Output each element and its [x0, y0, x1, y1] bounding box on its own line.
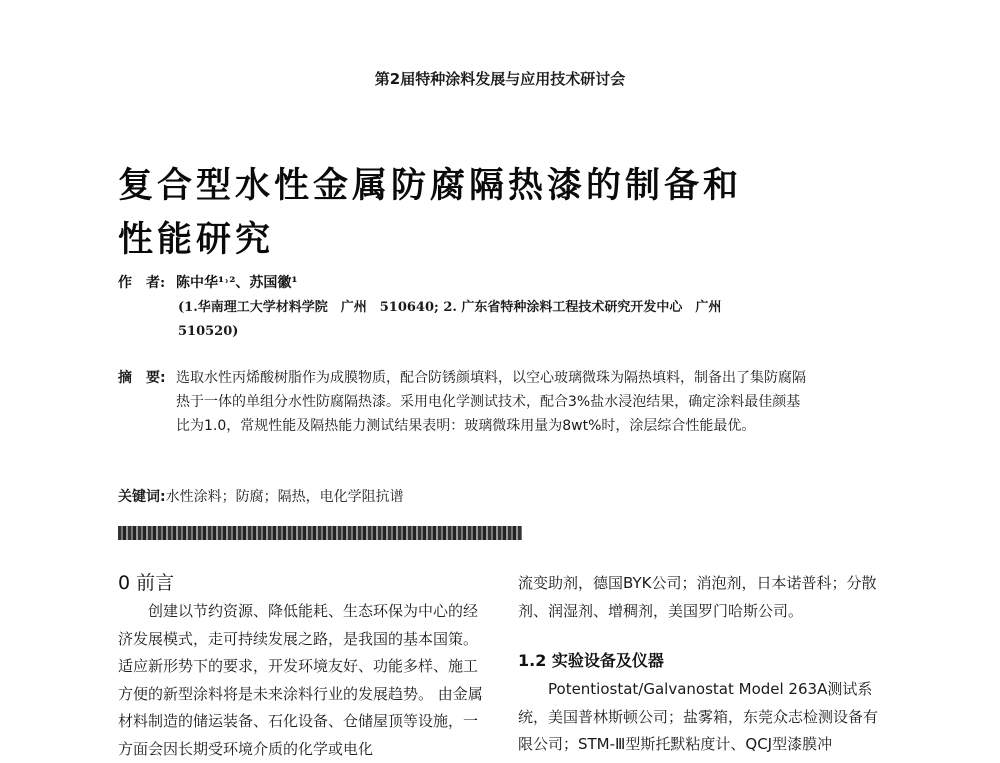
conference-header: 第2届特种涂料发展与应用技术研讨会	[374, 70, 626, 88]
keywords-label: 关键词:	[118, 489, 166, 505]
paper-title-line2: 性能研究	[118, 219, 275, 260]
section-1-2-heading: 1.2 实验设备及仪器	[518, 651, 664, 670]
authors-row	[118, 272, 298, 292]
keywords-text: 水性涂料；防腐；隔热，电化学阻抗谱	[165, 489, 404, 505]
abstract-text: 选取水性丙烯酸树脂作为成膜物质，配合防锈颜填料，以空心玻璃微珠为隔热填料，制备出了集防腐隔热于一体的单组分水性防腐隔热漆。采用电化学测试技术，配合3%盐水浸泡结果，确定涂料最佳颜基比为1.0，常规性能及隔热能力测试结果表明：玻璃微珠用量为8wt%时，涂层综合性能最优。	[176, 370, 806, 434]
affiliation-line1: (1.华南理工大学材料学院 广州 510640; 2. 广东省特种涂料工程技术研究开发中心 广州	[178, 300, 722, 315]
equipment-text: Potentiostat/Galvanostat Model 263A测试系统，美国普林斯顿公司；盐雾箱，东莞众志检测设备有限公司；STM-Ⅲ型斯托默粘度计、QCJ型漆膜冲	[518, 680, 879, 753]
affiliation	[178, 296, 818, 344]
keywords-row	[118, 486, 404, 506]
author-names: 陈中华¹˒²、苏国徽¹	[176, 275, 298, 291]
authors-label: 作 者:	[118, 275, 166, 291]
affiliation-line2: 510520)	[178, 324, 239, 339]
section-0-heading: 0 前言	[118, 572, 175, 594]
right-column-top	[518, 570, 888, 625]
section-1-2-body	[518, 676, 888, 759]
section-0-text: 创建以节约资源、降低能耗、生态环保为中心的经济发展模式，走可持续发展之路，是我国的基本国策。适应新形势下的要求，开发环境友好、功能多样、施工方便的新型涂料将是未来涂料行业的发展趋势。 由金属材料制造的储运装备、石化设备、仓储屋顶等设施，一方面会因长期受环境介质的化学或电化	[118, 602, 483, 758]
abstract-block	[118, 366, 808, 438]
materials-text: 流变助剂，德国BYK公司；消泡剂，日本诺普科；分散剂、润湿剂、增稠剂，美国罗门哈斯公司。	[518, 574, 877, 620]
section-divider	[118, 526, 522, 540]
section-0-body	[118, 598, 488, 763]
abstract-label: 摘 要:	[118, 370, 166, 386]
paper-title-line1: 复合型水性金属防腐隔热漆的制备和	[118, 165, 743, 206]
